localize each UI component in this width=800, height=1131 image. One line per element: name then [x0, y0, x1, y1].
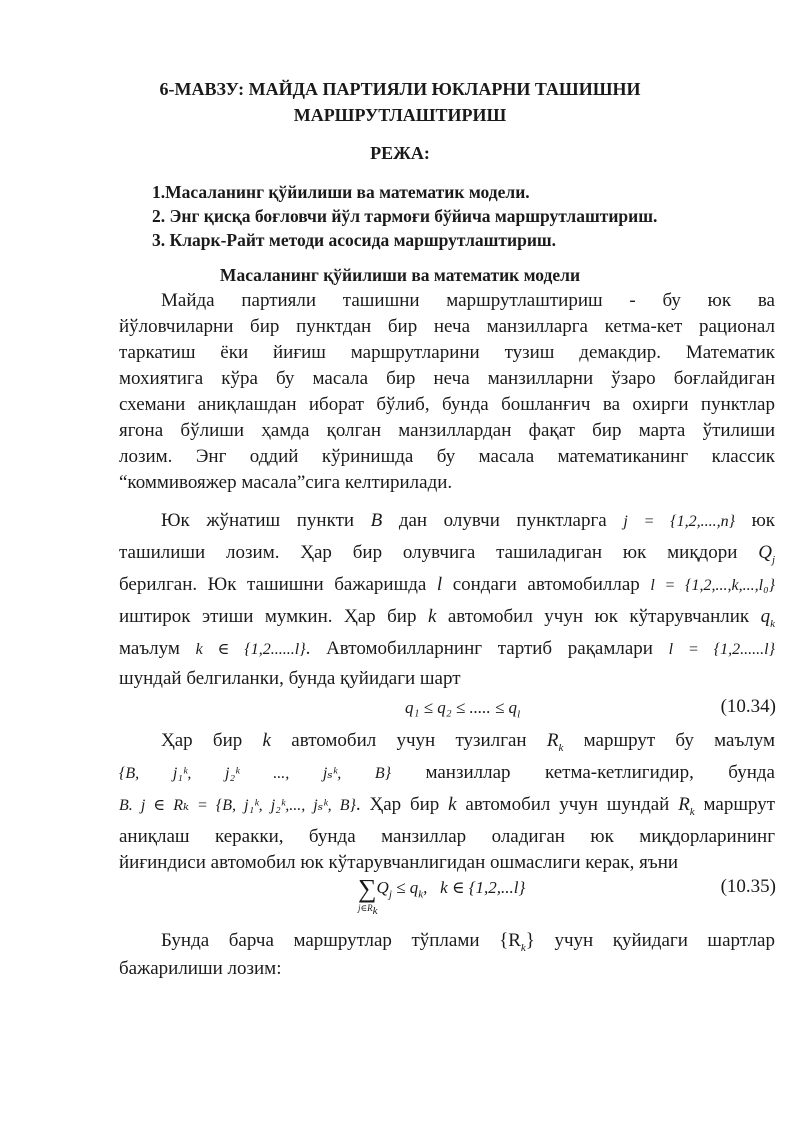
- math-formula: $R_k$: [678, 794, 695, 818]
- math-formula: $q_k$: [760, 606, 776, 630]
- text-run: автомобил учун тузилган: [291, 730, 527, 751]
- paragraph-1-line-1: Майда партияли ташишни маршрутлаштириш - бу юк ва: [161, 290, 775, 311]
- formula-10-34: q₁ ≤ q₂ ≤ ..... ≤ $q_l$: [405, 698, 521, 721]
- math-symbol: Q: [376, 878, 389, 897]
- math-symbol: k: [262, 730, 271, 751]
- paragraph-1-line-7: лозим. Энг оддий кўринишда бу масала математиканинг классик: [119, 446, 775, 467]
- math-symbol: k: [448, 794, 457, 815]
- text-run: автомобил учун юк кўтарувчанлик: [447, 606, 750, 627]
- text-run: [196, 638, 653, 659]
- math-symbol: B: [370, 510, 383, 531]
- text-run: Юк жўнатиш пункти: [161, 510, 355, 531]
- text-run: } учун қуйидаги шартлар: [525, 930, 775, 951]
- math-symbol: R: [678, 794, 690, 815]
- math-symbol: R: [546, 730, 559, 751]
- text-run: кетма-кетлигидир,: [544, 762, 694, 783]
- paragraph-4-line-2: бажарилиши лозим:: [119, 958, 282, 979]
- document-title-line-2: МАРШРУТЛАШТИРИШ: [293, 105, 507, 125]
- math-symbol: l: [436, 574, 443, 595]
- text-run: [119, 794, 439, 815]
- document-title-line-1: 6-МАВЗУ: МАЙДА ПАРТИЯЛИ ЮКЛАРНИ ТАШИШНИ: [159, 79, 641, 99]
- paragraph-3-line-1: [161, 728, 775, 761]
- text-run: маршрут: [703, 794, 776, 815]
- paragraph-2-line-6: шундай белгиланки, бунда қуйидаги шарт: [119, 668, 461, 689]
- math-formula: k ∈ {1,2,...l}: [440, 878, 526, 897]
- paragraph-1-line-3: таркатиш ёки йиғиш маршрутларини тузиш демакдир. Математик: [119, 342, 775, 363]
- math-formula: k ∈ {1,2......l}: [195, 641, 306, 658]
- sum-subscript: $j\in R_k$: [358, 903, 378, 917]
- sum-sign-icon: ∑: [358, 874, 377, 903]
- plan-heading: РЕЖА:: [370, 143, 430, 163]
- text-run: маълум: [119, 638, 180, 659]
- paragraph-1-line-2: йўловчиларни бир пунктдан бир неча манзилларга кетма-кет рационал: [119, 316, 775, 337]
- text-run: ташилиши лозим. Ҳар бир олувчига ташиладиган юк миқдори: [119, 542, 738, 563]
- paragraph-1-line-5: схемани аниқлашдан иборат бўлиб, бунда бошланғич ва охирги пунктлар: [119, 394, 775, 415]
- section-heading: Масаланинг қўйилиши ва математик модели: [219, 265, 581, 285]
- paragraph-2-line-5: [119, 636, 775, 663]
- paragraph-3-line-2: [119, 760, 775, 787]
- text-run: манзиллар: [425, 762, 511, 783]
- math-formula: B. j ∈ Rₖ = {B, j₁ᵏ, j₂ᵏ,..., jₛᵏ, B}: [119, 797, 356, 814]
- paragraph-2-line-4: [119, 604, 775, 637]
- text-run: дан олувчи пунктларга: [398, 510, 607, 531]
- paragraph-1-line-8: “коммивояжер масала”сига келтирилади.: [119, 472, 453, 493]
- text-run: Ҳар бир: [161, 730, 243, 751]
- equation-number-10-35: (10.35): [720, 876, 776, 897]
- math-formula: l = {1,2,...,k,...,l₀}: [650, 577, 776, 594]
- paragraph-1-line-6: ягона бўлиши ҳамда қолган манзиллардан фақат бир марта ўтилиши: [119, 420, 775, 441]
- math-symbol: j∈R: [358, 903, 373, 913]
- math-formula: l = {1,2......l}: [668, 641, 776, 658]
- paragraph-1-line-4: мохиятига кўра бу масала бир неча манзилларни ўзаро боғлайдиган: [119, 368, 775, 389]
- math-formula: {B, j₁ᵏ, j₂ᵏ ..., jₛᵏ, B}: [119, 765, 392, 782]
- text-run: Бунда барча маршрутлар тўплами {R: [161, 930, 521, 951]
- paragraph-2-line-3: [119, 572, 775, 599]
- formula-10-35: $\sum Q_j \le q_k$, k ∈ {1,2,...l}: [358, 874, 526, 903]
- text-run: иштирок этиши мумкин. Ҳар бир: [119, 606, 417, 627]
- math-symbol: Q: [758, 542, 772, 563]
- text-run: . Автомобилларнинг тартиб рақамлари: [305, 638, 653, 659]
- paragraph-2-line-2: [119, 540, 775, 573]
- math-formula: j = {1,2,....,n}: [623, 513, 736, 530]
- text-run: автомобил учун шундай: [465, 794, 670, 815]
- plan-item-2: 2. Энг қисқа боғловчи йўл тармоғи бўйича маршрутлаштириш.: [152, 206, 658, 226]
- math-symbol: k: [427, 606, 437, 627]
- text-run: берилган. Юк ташишни бажаришда: [119, 574, 427, 595]
- paragraph-3-line-5: йиғиндиси автомобил юк кўтарувчанлигидан ошмаслиги керак, яъни: [119, 852, 679, 873]
- text-run: бунда: [728, 762, 775, 783]
- paragraph-3-line-4: аниқлаш керакки, бунда манзиллар оладиган юк миқдорларининг: [119, 826, 775, 847]
- math-formula: $Q_j$: [758, 542, 776, 566]
- equation-number-10-34: (10.34): [720, 696, 776, 717]
- text-run: Бунда барча маршрутлар тўплами $\{R_k\}$ учун қуйидаги шартлар: [161, 930, 775, 954]
- plan-item-3: 3. Кларк-Райт методи асосида маршрутлаштириш.: [152, 230, 557, 250]
- math-formula: $R_k$: [546, 730, 564, 754]
- math-symbol: q: [760, 606, 771, 627]
- plan-item-1: 1.Масаланинг қўйилиши ва математик модели.: [152, 182, 530, 202]
- text-run: сондаги автомобиллар: [452, 574, 640, 595]
- text-run: юк: [751, 510, 776, 531]
- text-run: . Ҳар бир: [355, 794, 440, 815]
- math-formula: q₁ ≤ q₂ ≤ ..... ≤ q: [405, 698, 518, 717]
- paragraph-2-line-1: [161, 508, 775, 535]
- math-symbol: ≤ q: [396, 878, 419, 897]
- text-run: маршрут бу маълум: [583, 730, 776, 751]
- paragraph-3-line-3: [119, 792, 775, 825]
